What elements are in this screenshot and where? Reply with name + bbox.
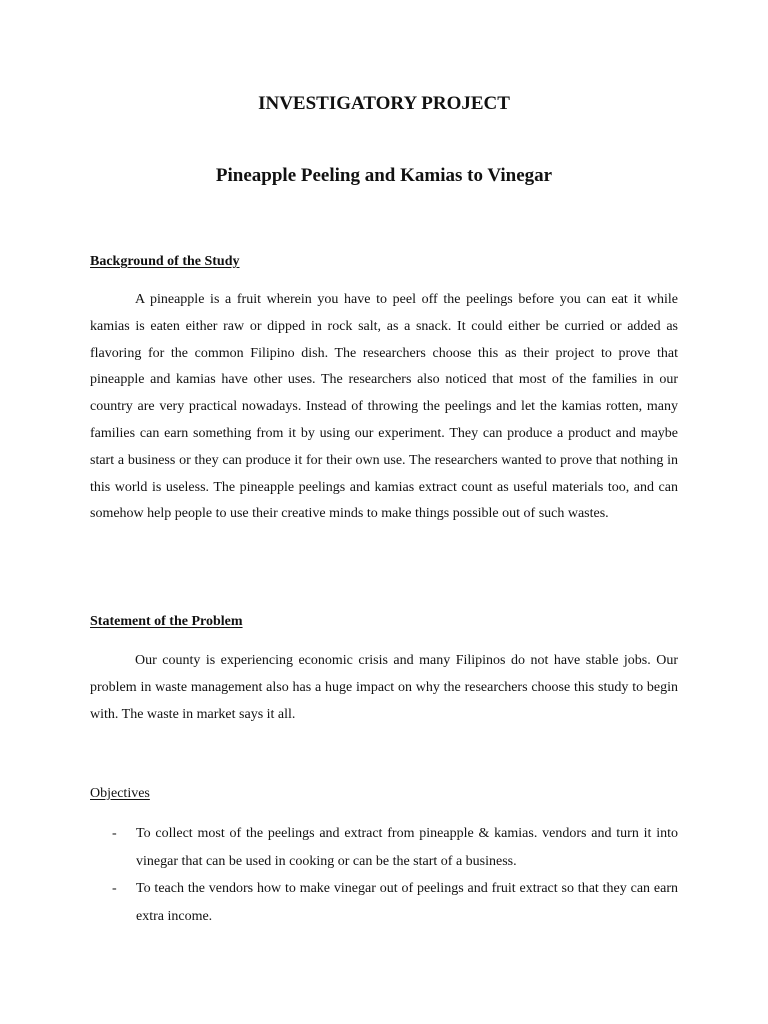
bullet-dash: - xyxy=(112,826,117,841)
objectives-list xyxy=(90,820,678,930)
objective-text: To collect most of the peelings and extract from pineapple & kamias. vendors and turn it into vinegar that can be used in cooking or can be the start of a business. xyxy=(136,826,678,869)
problem-paragraph: Our county is experiencing economic crisis and many Filipinos do not have stable jobs. Our problem in waste management also has a huge impact on why the researchers choose this study to begin with. The waste in market says it all. xyxy=(90,653,678,722)
background-heading: Background of the Study xyxy=(90,254,240,269)
document-title: INVESTIGATORY PROJECT xyxy=(258,93,510,114)
bullet-dash: - xyxy=(112,881,117,896)
objective-item xyxy=(90,875,678,930)
background-paragraph: A pineapple is a fruit wherein you have to peel off the peelings before you can eat it while kamias is eaten either raw or dipped in rock salt, as a snack. It could either be curried or added as flavoring for the common Filipino dish. The researchers choose this as their project to prove that pineapple and kamias have other uses. The researchers also noticed that most of the families in our country are very practical nowadays. Instead of throwing the peelings and let the kamias rotten, many families can earn something from it by using our experiment. They can produce a product and maybe start a business or they can produce it for their own use. The researchers wanted to prove that nothing in this world is useless. The pineapple peelings and kamias extract count as useful materials too, and can somehow help people to use their creative minds to make things possible out of such wastes. xyxy=(90,292,678,522)
objectives-heading: Objectives xyxy=(90,786,150,801)
objective-item xyxy=(90,820,678,875)
document-subtitle: Pineapple Peeling and Kamias to Vinegar xyxy=(215,165,553,186)
problem-heading: Statement of the Problem xyxy=(90,614,243,629)
objective-text: To teach the vendors how to make vinegar out of peelings and fruit extract so that they can earn extra income. xyxy=(136,881,678,924)
